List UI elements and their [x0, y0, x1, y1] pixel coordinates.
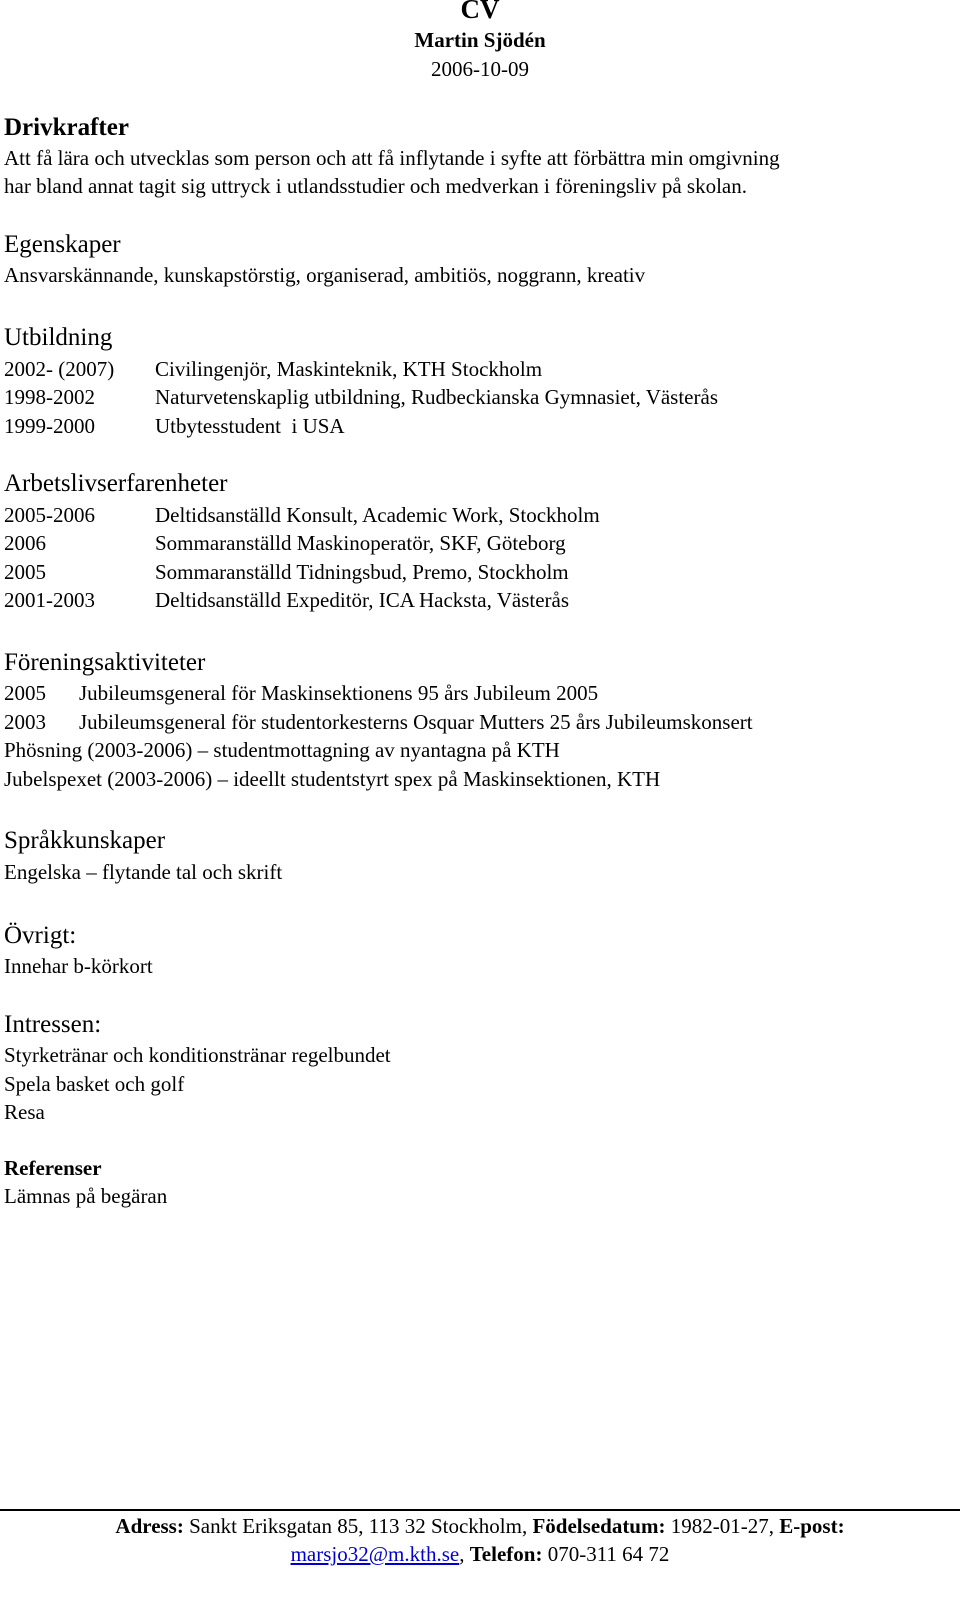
- address-value: Sankt Eriksgatan 85, 113 32 Stockholm,: [189, 1514, 528, 1538]
- phone-label: Telefon:: [469, 1542, 543, 1566]
- email-link[interactable]: marsjo32@m.kth.se: [290, 1542, 460, 1566]
- footer-divider: [0, 1509, 960, 1511]
- arbetsliv-row: [0, 560, 960, 588]
- arbetsliv-row: [0, 531, 960, 559]
- birth-value: 1982-01-27,: [670, 1514, 774, 1538]
- arbetsliv-row: [0, 588, 960, 616]
- row-year: 1999-2000: [4, 414, 95, 438]
- birth-label: Födelsedatum:: [532, 1514, 666, 1538]
- section-heading-egenskaper: Egenskaper: [4, 231, 121, 258]
- section-heading-intressen: Intressen:: [4, 1011, 102, 1038]
- intressen-line: Spela basket och golf: [4, 1072, 185, 1096]
- row-year: 2002- (2007): [4, 357, 115, 381]
- document-date: 2006-10-09: [431, 57, 529, 81]
- row-year: 2003: [4, 710, 46, 734]
- section-heading-ovrigt: Övrigt:: [4, 922, 77, 949]
- utbildning-row: [0, 357, 960, 385]
- row-description: Deltidsanställd Konsult, Academic Work, Stockholm: [155, 503, 600, 527]
- intressen-line: Styrketränar och konditionstränar regelbundet: [4, 1043, 391, 1067]
- section-heading-forening: Föreningsaktiviteter: [4, 649, 206, 676]
- sprak-text: Engelska – flytande tal och skrift: [4, 860, 283, 884]
- forening-row: [0, 710, 960, 738]
- row-description: Jubileumsgeneral för studentorkesterns Osquar Mutters 25 års Jubileumskonsert: [79, 710, 753, 734]
- row-description: Jubileumsgeneral för Maskinsektionens 95 års Jubileum 2005: [79, 681, 599, 705]
- intressen-line: Resa: [4, 1100, 45, 1124]
- forening-row: [0, 681, 960, 709]
- drivkrafter-line: Att få lära och utvecklas som person och att få inflytande i syfte att förbättra min omgivning: [4, 146, 780, 170]
- row-description: Deltidsanställd Expeditör, ICA Hacksta, Västerås: [155, 588, 570, 612]
- forening-line: Jubelspexet (2003-2006) – ideellt studentstyrt spex på Maskinsektionen, KTH: [4, 767, 661, 791]
- row-year: 2006: [4, 531, 46, 555]
- egenskaper-text: Ansvarskännande, kunskapstörstig, organiserad, ambitiös, noggrann, kreativ: [4, 263, 646, 287]
- row-description: Sommaranställd Tidningsbud, Premo, Stockholm: [155, 560, 569, 584]
- row-description: Sommaranställd Maskinoperatör, SKF, Göteborg: [155, 531, 566, 555]
- ovrigt-text: Innehar b-körkort: [4, 954, 153, 978]
- comma-separator: ,: [459, 1542, 465, 1566]
- section-heading-utbildning: Utbildning: [4, 324, 113, 351]
- address-label: Adress:: [115, 1514, 184, 1538]
- forening-line: Phösning (2003-2006) – studentmottagning av nyantagna på KTH: [4, 738, 560, 762]
- author-name: Martin Sjödén: [414, 28, 546, 52]
- section-heading-referenser: Referenser: [4, 1156, 102, 1180]
- row-description: Civilingenjör, Maskinteknik, KTH Stockholm: [155, 357, 543, 381]
- footer-line-2: [0, 1542, 960, 1567]
- drivkrafter-line: har bland annat tagit sig uttryck i utlandsstudier och medverkan i föreningsliv på skolan.: [4, 174, 747, 198]
- row-year: 2005: [4, 681, 46, 705]
- document-title: CV: [460, 0, 500, 24]
- arbetsliv-row: [0, 503, 960, 531]
- utbildning-row: [0, 385, 960, 413]
- row-year: 2001-2003: [4, 588, 95, 612]
- section-heading-arbetsliv: Arbetslivserfarenheter: [4, 470, 228, 497]
- row-description: Naturvetenskaplig utbildning, Rudbeckianska Gymnasiet, Västerås: [155, 385, 718, 409]
- row-year: 1998-2002: [4, 385, 95, 409]
- referenser-text: Lämnas på begäran: [4, 1184, 168, 1208]
- footer-line-1: [0, 1514, 960, 1539]
- row-year: 2005: [4, 560, 46, 584]
- section-heading-drivkrafter: Drivkrafter: [4, 114, 129, 141]
- phone-value: 070-311 64 72: [547, 1542, 670, 1566]
- row-year: 2005-2006: [4, 503, 95, 527]
- section-heading-sprak: Språkkunskaper: [4, 827, 166, 854]
- utbildning-row: [0, 414, 960, 442]
- row-description: Utbytesstudent i USA: [155, 414, 345, 438]
- email-label: E-post:: [779, 1514, 845, 1538]
